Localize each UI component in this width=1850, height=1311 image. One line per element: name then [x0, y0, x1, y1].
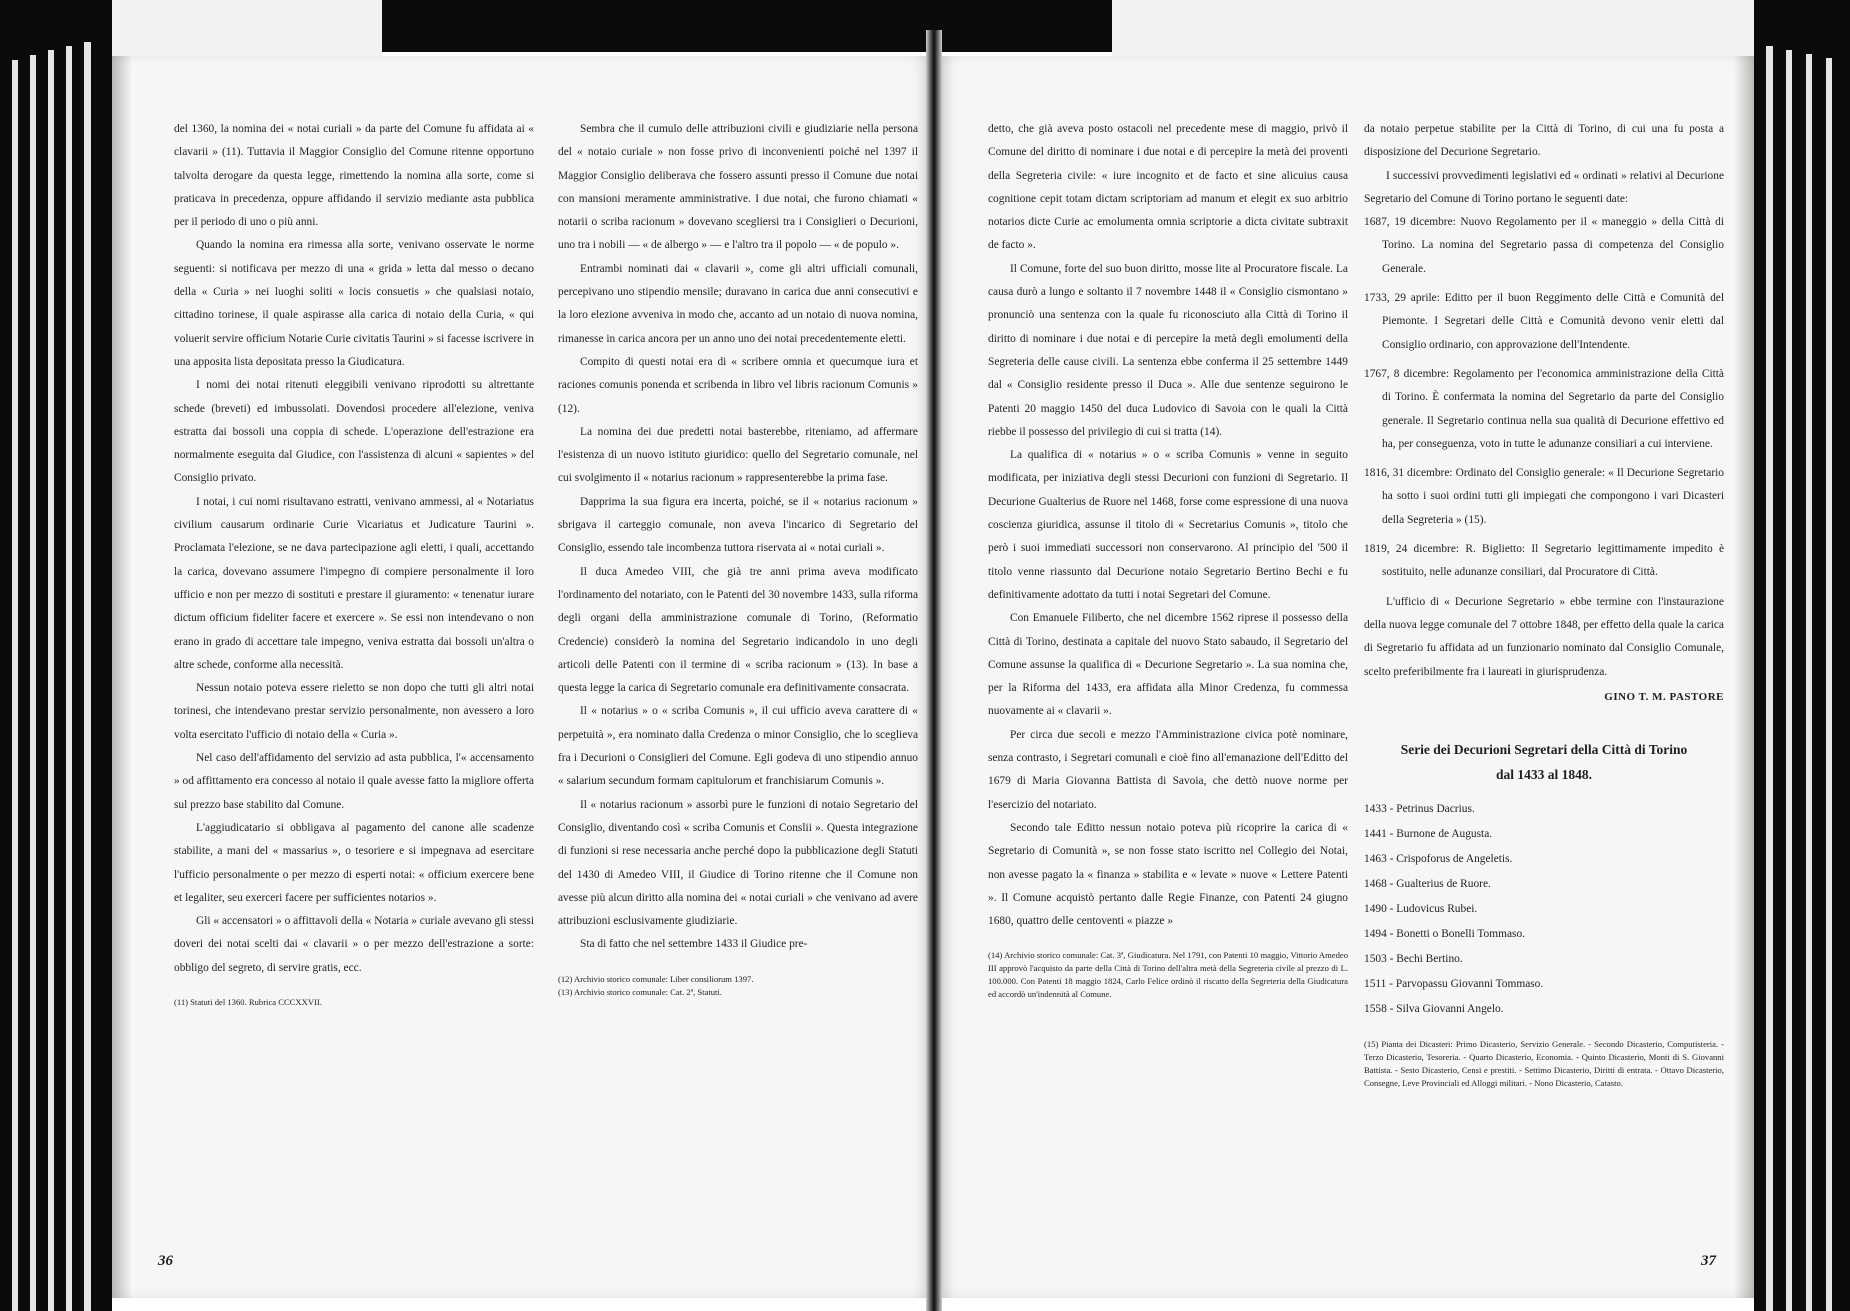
list-heading-line: dal 1433 al 1848. — [1495, 767, 1592, 783]
dated-item — [1364, 462, 1724, 532]
secretaries-list — [1364, 797, 1724, 1022]
paragraph: del 1360, la nomina dei « notai curiali » da parte del Comune fu affidata ai « clavarii » (11). Tuttavia il Maggior Consiglio del Comune ritenne opportuno talvolta derogare da questa legge, rimettendo la nomina alla sorte, come si praticava in precedenza, oppure affidando il servizio mediante asta pubblica per il periodo di uno o più anni. — [174, 123, 534, 229]
paragraph: da notaio perpetue stabilite per la Città di Torino, di cui una fu posta a disposizione del Decurione Segretario. — [1364, 123, 1724, 159]
paragraph: Sta di fatto che nel settembre 1433 il Giudice pre- — [580, 938, 808, 951]
footnotes — [174, 990, 534, 1009]
top-band-right — [1112, 0, 1754, 56]
paragraph: I successivi provvedimenti legislativi ed « ordinati » relativi al Decurione Segretario del Comune di Torino portano le seguenti date: — [1364, 169, 1724, 205]
list-item: 1494 - Bonetti o Bonelli Tommaso. — [1364, 928, 1525, 941]
list-item: 1503 - Bechi Bertino. — [1364, 953, 1463, 966]
paragraph: Il duca Amedeo VIII, che già tre anni prima aveva modificato l'ordinamento del notariato, con le Patenti del 30 novembre 1433, sulla riforma degli organi della amministrazione comunale di Torino, (Reformatio Credencie) considerò la nomina del Segretario indicandolo in uno degli articoli delle Patenti con il termine di « scriba racionum » (13). In base a questa legge la carica di Segretario comunale era definitivamente consacrata. — [558, 565, 918, 695]
footnotes — [558, 967, 918, 999]
dated-item-text: Editto per il buon Reggimento delle Città e Comunità del Piemonte. I Segretari delle Città e Comunità devono venir eletti dal Consiglio ordinario, con approvazione dell'Intendente. — [1382, 292, 1724, 351]
footnotes — [1364, 1032, 1724, 1090]
dated-item-date: 1819, 24 dicembre: — [1364, 543, 1460, 556]
paragraph: detto, che già aveva posto ostacoli nel precedente mese di maggio, privò il Comune del diritto di nominare i due notai e di percepire la metà dei proventi della Segreteria civile: « iure incognito et de facto et sine alicuius causa cognitione cepit totam dictam scriptoriam ad manum et elegit ex suo arbitrio notarios dicte Curie ac emolumenta omnia scriptorie a dicta civitate subtraxit de facto ». — [988, 123, 1348, 252]
list-item: 1468 - Gualterius de Ruore. — [1364, 878, 1491, 891]
dated-item-text: R. Biglietto: Il Segretario legittimamente impedito è sostituito, nelle adunanze consiliari, dal Procuratore di Città. — [1382, 543, 1724, 579]
list-item: 1558 - Silva Giovanni Angelo. — [1364, 1003, 1504, 1016]
paragraph: Il « notarius racionum » assorbì pure le funzioni di notaio Segretario del Consiglio, diventando così « scriba Comunis et Conslii ». Questa integrazione di funzioni si rese necessaria anche perché dopo la pubblicazione degli Statuti del 1430 di Amedeo VIII, il Giudice di Torino ritenne che il Comune non avesse più alcun diritto alla nomina dei « notai curiali » che venivano ad avere attribuzioni esclusivamente giudiziarie. — [558, 798, 918, 928]
top-band-left — [112, 0, 382, 56]
paragraph: Il « notarius » o « scriba Comunis », il cui ufficio aveva carattere di « perpetuità », era nominato dalla Credenza o minor Consiglio, che lo sceglieva fra i Decurioni o Consiglieri del Comune. Egli godeva di uno stipendio annuo « salarium secundum formam capitulorum et franchisiarum Comunis ». — [558, 705, 918, 788]
author-signature: GINO T. M. PASTORE — [1604, 690, 1724, 703]
right-page — [936, 56, 1754, 1298]
footnote: (13) Archivio storico comunale: Cat. 2ª, Statuti. — [558, 986, 722, 997]
paragraph: Con Emanuele Filiberto, che nel dicembre 1562 riprese il possesso della Città di Torino, destinata a capitale del nuovo Stato sabaudo, il Segretario del Comune assunse la qualifica di « Decurione Segretario ». La sua nomina che, per la Riforma del 1433, era affidata alla Minor Credenza, fu commessa nuovamente ai « clavarii ». — [988, 612, 1348, 718]
paragraph: L'ufficio di « Decurione Segretario » ebbe termine con l'instaurazione della nuova legge comunale del 7 ottobre 1848, per effetto della quale la carica di Segretario fu affidata ad un funzionario nominato dal Consiglio Comunale, scelto preferibilmente fra i laureati in giurisprudenza. — [1364, 595, 1724, 678]
paragraph: I nomi dei notai ritenuti eleggibili venivano riprodotti su altrettante schede (breveti) ed imbussolati. Dovendosi procedere all'elezione, veniva estratta dai bossoli una coppia di schede. L'operazione dell'estrazione era normalmente eseguita dal Giudice, con l'assistenza di alcuni « sapientes » del Consiglio privato. — [174, 379, 534, 485]
paragraph: Secondo tale Editto nessun notaio poteva più ricoprire la carica di « Segretario di Comunità », se non fosse stato iscritto nel Collegio dei Notai, non avesse pagato la « finanza » stabilita e « levate » nuove « Lettere Patenti ». Il Comune acquistò pertanto dalle Regie Finanze, con Patenti 24 giugno 1680, quattro delle centoventi « piazze » — [988, 821, 1348, 928]
list-item: 1441 - Burnone de Augusta. — [1364, 828, 1493, 841]
footnote: (12) Archivio storico comunale: Liber consiliorum 1397. — [558, 973, 754, 984]
paragraph: La nomina dei due predetti notai basterebbe, riteniamo, ad affermare l'esistenza di un nuovo istituto giuridico: quello del Segretario comunale, nel cui svolgimento il « notarius racionum » rappresenterebbe la prima fase. — [558, 425, 918, 485]
dated-item-text: Ordinato del Consiglio generale: « Il Decurione Segretario ha sotto i suoi ordini tutti gli impiegati che compongono i vari Dicasteri della Segreteria » (15). — [1382, 467, 1724, 526]
paragraph: La qualifica di « notarius » o « scriba Comunis » venne in seguito modificata, per iniziativa degli stessi Decurioni con funzioni di Segretario. Il Decurione Gualterius de Ruore nel 1468, forse come espressione di una nuova coscienza giuridica, assunse il titolo di « Secretarius Comunis », titolo che però i suoi immediati successori non conservarono. Al principio del '500 il titolo venne riassunto dal Decurione notaio Segretario Bertino Bechi e fu definitivamente adottato da tutti i notai Segretari del Comune. — [988, 449, 1348, 601]
left-page — [112, 56, 934, 1298]
dated-item — [1364, 211, 1724, 281]
footnote: (14) Archivio storico comunale: Cat. 3ª, Giudicatura. Nel 1791, con Patenti 10 maggio, Vittorio Amedeo III approvò l'acquisto da parte della Città di Torino dell'altra metà della Segreteria civile al prezzo di L. 100.000. Con Patenti 18 maggio 1824, Carlo Felice ordinò il riscatto della Segreteria della Giudicatura ed accordò un'indennità al Comune. — [988, 950, 1348, 1000]
dated-item — [1364, 363, 1724, 456]
right-page-column-1 — [988, 118, 1348, 1001]
paragraph: Dapprima la sua figura era incerta, poiché, se il « notarius racionum » sbrigava il carteggio comunale, non aveva l'incarico di Segretario del Consiglio, essendo tale incombenza tuttora riservata ai « notai curiali ». — [558, 495, 918, 555]
list-heading — [1364, 737, 1724, 787]
page-shadow — [1734, 56, 1754, 1298]
paragraph: Gli « accensatori » o affittavoli della « Notaria » curiale avevano gli stessi doveri dei notai scelti dai « clavarii » o per mezzo dell'estrazione a sorte: obbligo del segreto, di servire gratis, ecc. — [174, 915, 534, 974]
dated-item-date: 1816, 31 dicembre: — [1364, 467, 1453, 480]
footnote: (11) Statuti del 1360. Rubrica CCCXXVII. — [174, 996, 322, 1007]
paragraph: Entrambi nominati dai « clavarii », come gli altri ufficiali comunali, percepivano uno stipendio mensile; duravano in carica due anni consecutivi e la loro elezione avveniva in modo che, accanto ad un notaio di nuova nomina, rimanesse in carica ancora per un anno uno dei notai precedentemente eletti. — [558, 262, 918, 345]
list-item: 1433 - Petrinus Dacrius. — [1364, 803, 1475, 816]
footnotes — [988, 943, 1348, 1001]
left-page-stack — [0, 40, 112, 1311]
dated-item — [1364, 287, 1724, 357]
paragraph: L'aggiudicatario si obbligava al pagamento del canone alle scadenze stabilite, a mani del « massarius », o tesoriere e si impegnava ad esercitare l'ufficio personalmente o per mezzo di esperti notai: « officium exercere bene et legaliter, seu exerceri facere per sufficientes notarios ». — [174, 821, 534, 904]
book-gutter — [926, 30, 942, 1311]
list-heading-line: Serie dei Decurioni Segretari della Città di Torino — [1400, 742, 1688, 758]
paragraph: Quando la nomina era rimessa alla sorte, venivano osservate le norme seguenti: si notificava per mezzo di una « grida » letta dal messo o decano della « Curia » nei luoghi soliti « locis consuetis » che qualsiasi notaio, cittadino torinese, il quale aspirasse alla carica di notaio della Curia, « qui voluerit servire officium Notarie Curie civitatis Taurini » si facesse iscrivere in una apposita lista depositata presso la Giudicatura. — [174, 239, 534, 368]
list-item: 1511 - Parvopassu Giovanni Tommaso. — [1364, 978, 1544, 991]
left-page-column-2 — [558, 118, 918, 999]
dated-item-date: 1733, 29 aprile: — [1364, 292, 1440, 305]
paragraph: Nel caso dell'affidamento del servizio ad asta pubblica, l'« accensamento » od affittamento era concesso al notaio il quale avesse fatto la migliore offerta sul prezzo base stabilito dal Comune. — [174, 752, 534, 811]
page-number: 36 — [158, 1253, 173, 1269]
paragraph: Nessun notaio poteva essere rieletto se non dopo che tutti gli altri notai torinesi, che intendevano prestar servizio personalmente, non avessero a loro volta esercitato l'ufficio di notaio della « Curia ». — [174, 682, 534, 741]
dated-item-date: 1687, 19 dicembre: — [1364, 216, 1456, 229]
paragraph: Sembra che il cumulo delle attribuzioni civili e giudiziarie nella persona del « notaio curiale » non fosse privo di inconvenienti poiché nel 1397 il Maggior Consiglio deliberava che fossero assunti presso il Comune due notai con mansioni meramente amministrative. I due notai, che furono chiamati « notarii o scriba racionum » dovevano scegliersi tra i Consiglieri o Decurioni, uno tra i nobili — « de albergo » — e l'altro tra il popolo — « de populo ». — [558, 123, 918, 252]
dated-item — [1364, 538, 1724, 585]
page-number: 37 — [1701, 1253, 1716, 1269]
footnote: (15) Pianta dei Dicasteri: Primo Dicasterio, Servizio Generale. - Secondo Dicasterio, Computisteria. - Terzo Dicasterio, Tesoreria. - Quarto Dicasterio, Economia. - Quinto Dicasterio, Monti di S. Giovanni Battista. - Sesto Dicasterio, Censi e prestiti. - Settimo Dicasterio, Diritti di entrata. - Ottavo Dicasterio, Consegne, Leve Provinciali ed Alloggi militari. - Nono Dicasterio, Catasto. — [1364, 1039, 1724, 1089]
paragraph: Il Comune, forte del suo buon diritto, mosse lite al Procuratore fiscale. La causa durò a lungo e soltanto il 7 novembre 1448 il « Consiglio cismontano » pronunciò una sentenza con la quale fu riconosciuto alla Città di Torino il diritto di nominare i due notai e di percepire la metà degli emolumenti della Segreteria delle cause civili. La sentenza ebbe conferma il 25 settembre 1449 dal « Consiglio residente presso il Duca ». Alle due sentenze seguirono le Patenti 20 maggio 1450 del duca Ludovico di Savoia con le quali la Città riebbe il possesso del privilegio di cui si tratta (14). — [988, 262, 1348, 438]
right-page-stack — [1754, 40, 1850, 1311]
right-page-column-2 — [1364, 118, 1724, 1090]
list-item: 1463 - Crispoforus de Angeletis. — [1364, 853, 1513, 866]
paragraph: I notai, i cui nomi risultavano estratti, venivano ammessi, al « Notariatus civilium causarum ordinarie Curie Vicariatus et Judicature Taurini ». Proclamata l'elezione, se ne dava partecipazione agli eletti, i quali, accettando la carica, dovevano assumere l'impegno di compiere personalmente il loro ufficio e non per mezzo di sostituti e prestare il giuramento: « tenenatur iurare dictum officium fideliter facere et exercere ». Se essi non intendevano o non erano in grado di accettare tale impegno, veniva estratta dai bossoli un'altra o altre schede, conforme alla necessità. — [174, 495, 534, 671]
list-item: 1490 - Ludovicus Rubei. — [1364, 903, 1478, 916]
paragraph: Per circa due secoli e mezzo l'Amministrazione civica potè nominare, senza contrasto, i Segretari comunali e cioè fino all'emanazione dell'Editto del 1679 di Maria Giovanna Battista di Savoia, che dettò nuove norme per l'esercizio del notariato. — [988, 728, 1348, 811]
page-shadow — [112, 56, 132, 1298]
dated-item-date: 1767, 8 dicembre: — [1364, 367, 1450, 380]
dated-item-text: Nuovo Regolamento per il « maneggio » della Città di Torino. La nomina del Segretario passa di competenza del Consiglio Generale. — [1382, 216, 1724, 275]
left-page-column-1 — [174, 118, 534, 1009]
paragraph: Compito di questi notai era di « scribere omnia et quecumque iura et raciones comunis ponenda et scribenda in libro vel libris racionum Comunis » (12). — [558, 355, 918, 415]
top-band-center — [382, 0, 1112, 52]
dated-item-text: Regolamento per l'economica amministrazione della Città di Torino. È confermata la nomina del Segretario da parte del Consiglio generale. Il Segretario continua nella sua qualità di Decurione effettivo ed ha, per conseguenza, voto in tutte le adunanze consiliari a cui interviene. — [1382, 367, 1724, 450]
